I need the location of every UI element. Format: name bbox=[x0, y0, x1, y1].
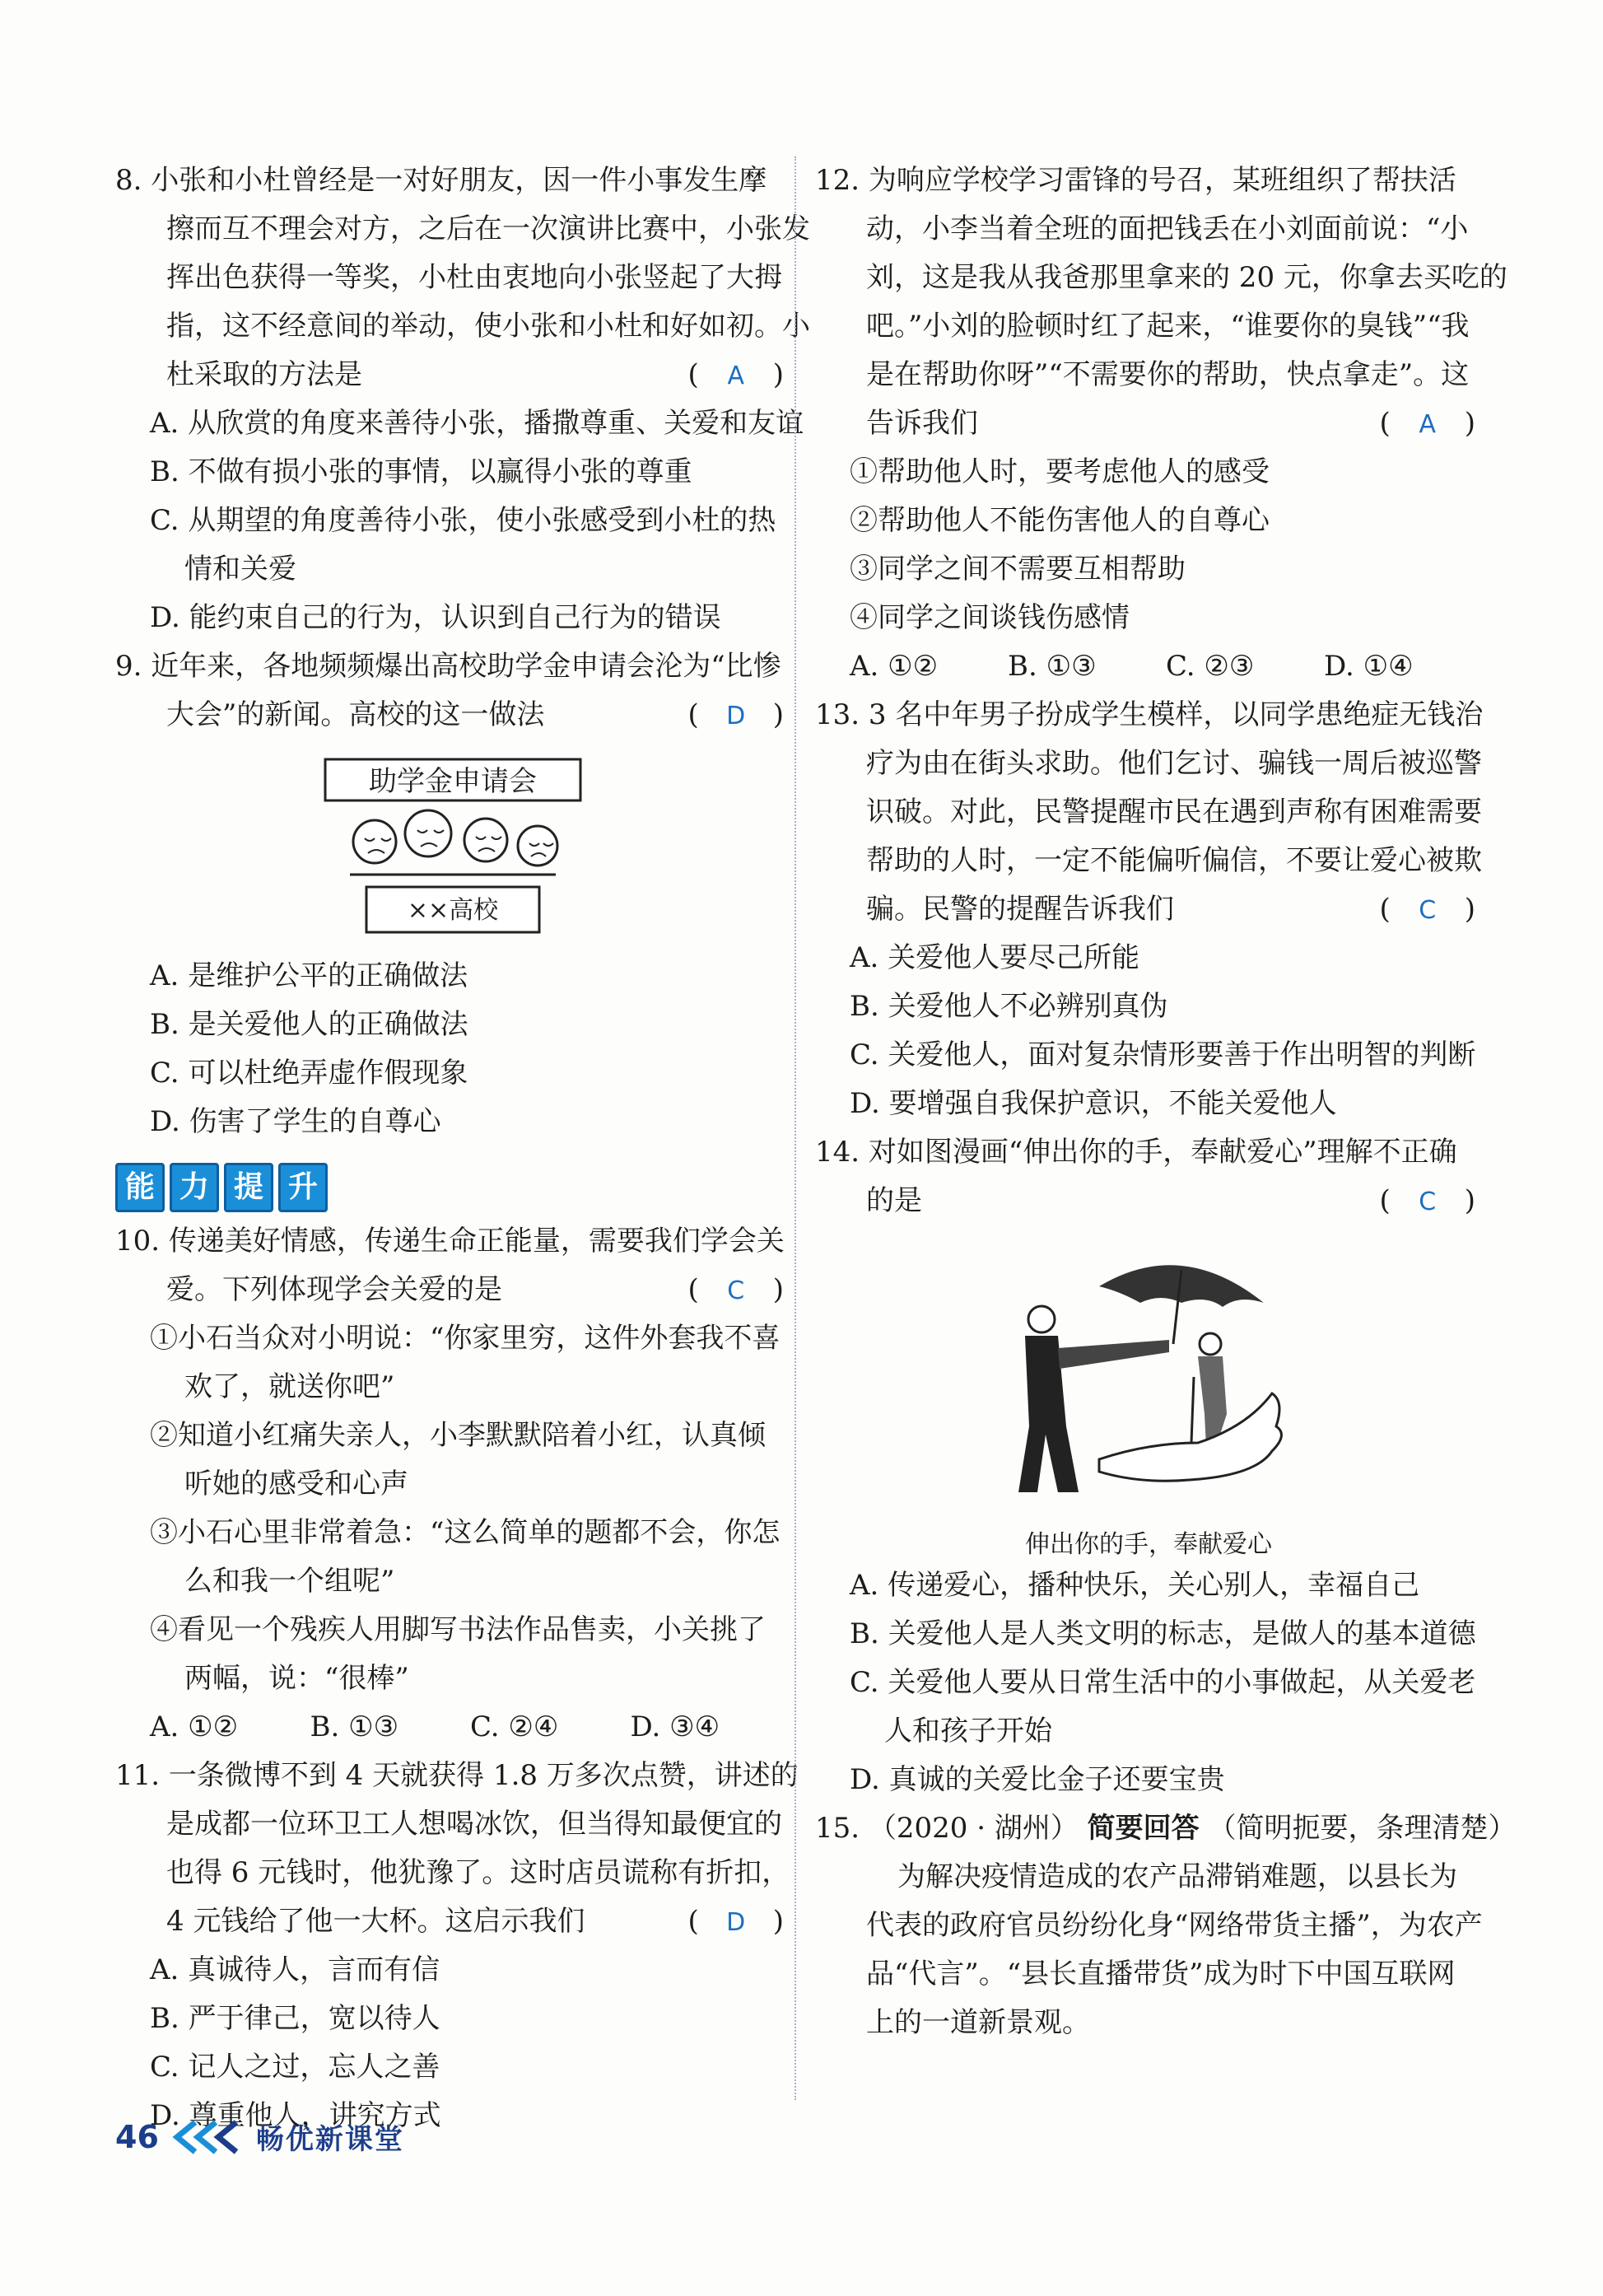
option-continuation: 人和孩子开始 bbox=[884, 1715, 1052, 1748]
option: C. ②④ bbox=[470, 1710, 559, 1743]
column-divider bbox=[795, 156, 796, 2100]
paragraph-line: 上的一道新景观。 bbox=[866, 2006, 1090, 2039]
statement-item: ②知道小红痛失亲人，小李默默陪着小红，认真倾 bbox=[150, 1419, 766, 1452]
question-text: 8. 小张和小杜曾经是一对好朋友，因一件小事发生摩 bbox=[115, 164, 767, 197]
question-text: 告诉我们 bbox=[866, 407, 978, 440]
cartoon-image bbox=[317, 751, 589, 940]
answer-letter: C bbox=[1419, 896, 1437, 925]
statement-item: 两幅，说：“很棒” bbox=[184, 1662, 409, 1695]
answer-bracket: ( C ) bbox=[687, 1266, 784, 1315]
question-text: 也得 6 元钱时，他犹豫了。这时店员谎称有折扣， bbox=[166, 1856, 790, 1889]
option: B. ①③ bbox=[310, 1710, 399, 1743]
question-text: 的是 bbox=[866, 1184, 922, 1217]
question-hint: （简明扼要，条理清楚） bbox=[1208, 1812, 1517, 1845]
option: A. ①② bbox=[850, 650, 939, 683]
option: D. 要增强自我保护意识，不能关爱他人 bbox=[850, 1087, 1337, 1120]
board-text: ××高校 bbox=[407, 896, 499, 925]
cartoon-image bbox=[1000, 1237, 1297, 1509]
question-text: 10. 传递美好情感，传递生命正能量，需要我们学会关 bbox=[115, 1225, 785, 1258]
option-continuation: 情和关爱 bbox=[184, 553, 296, 586]
question-15 bbox=[815, 1804, 1517, 2047]
question-text: 指，这不经意间的举动，使小张和小杜和好如初。小 bbox=[166, 310, 810, 343]
answer-bracket: ( A ) bbox=[1379, 399, 1475, 449]
option: A. 从欣赏的角度来善待小张，播撒尊重、关爱和友谊 bbox=[150, 407, 804, 440]
left-column bbox=[115, 156, 810, 2140]
question-text: 帮助的人时，一定不能偏听偏信，不要让爱心被欺 bbox=[866, 844, 1482, 877]
answer-bracket: ( D ) bbox=[687, 1897, 784, 1947]
option: B. 关爱他人是人类文明的标志，是做人的基本道德 bbox=[850, 1617, 1476, 1650]
question-number: 15. bbox=[815, 1812, 860, 1845]
question-text: 识破。对此，民警提醒市民在遇到声称有困难需要 bbox=[866, 796, 1482, 828]
page-footer bbox=[115, 2116, 404, 2157]
statement-item: 么和我一个组呢” bbox=[184, 1565, 395, 1598]
right-column bbox=[815, 156, 1517, 2047]
answer-letter: C bbox=[727, 1276, 745, 1305]
question-text: 13. 3 名中年男子扮成学生模样，以同学患绝症无钱治 bbox=[815, 698, 1484, 731]
statement-item: ④同学之间谈钱伤感情 bbox=[850, 601, 1130, 634]
statement-item: ②帮助他人不能伤害他人的自尊心 bbox=[850, 504, 1270, 537]
option: C. 从期望的角度善待小张，使小张感受到小杜的热 bbox=[150, 504, 776, 537]
question-12 bbox=[815, 156, 1507, 691]
section-title-char: 升 bbox=[278, 1163, 328, 1212]
page-number: 46 bbox=[115, 2118, 159, 2155]
banner-text: 助学金申请会 bbox=[369, 765, 537, 798]
answer-bracket: ( C ) bbox=[1379, 885, 1475, 935]
answer-letter: A bbox=[727, 362, 744, 390]
question-14 bbox=[815, 1128, 1482, 1804]
figure-caption: 伸出你的手，奉献爱心 bbox=[1025, 1530, 1272, 1559]
option: C. ②③ bbox=[1166, 650, 1255, 683]
statement-item: 欢了，就送你吧” bbox=[184, 1370, 395, 1403]
option: A. 关爱他人要尽己所能 bbox=[850, 941, 1140, 974]
question-11 bbox=[115, 1752, 799, 2140]
statement-item: ①帮助他人时，要考虑他人的感受 bbox=[850, 455, 1270, 488]
option: C. 可以杜绝弄虚作假现象 bbox=[150, 1057, 468, 1090]
question-text: 11. 一条微博不到 4 天就获得 1.8 万多次点赞，讲述的 bbox=[115, 1759, 799, 1792]
question-text: 动，小李当着全班的面把钱丢在小刘面前说：“小 bbox=[866, 212, 1469, 245]
section-title-char: 能 bbox=[115, 1163, 165, 1212]
answer-letter: A bbox=[1419, 410, 1436, 439]
statement-item: ③小石心里非常着急：“这么简单的题都不会，你怎 bbox=[150, 1516, 781, 1549]
options-row bbox=[115, 1703, 790, 1752]
statement-item: 听她的感受和心声 bbox=[184, 1468, 408, 1500]
answer-letter: D bbox=[726, 1908, 746, 1937]
question-text: 爱。下列体现学会关爱的是 bbox=[166, 1273, 502, 1306]
answer-bracket: ( A ) bbox=[687, 351, 784, 400]
option: B. 关爱他人不必辨别真伪 bbox=[850, 990, 1168, 1023]
brand-name: 畅优新课堂 bbox=[255, 2123, 404, 2156]
double-chevron-left-icon bbox=[170, 2119, 245, 2155]
question-text: 4 元钱给了他一大杯。这启示我们 bbox=[166, 1905, 585, 1938]
question-source: （2020 · 湖州） bbox=[868, 1812, 1079, 1845]
question-text: 是在帮助你呀”“不需要你的帮助，快点拿走”。这 bbox=[866, 358, 1470, 391]
question-type: 简要回答 bbox=[1087, 1812, 1200, 1845]
question-9 bbox=[115, 642, 790, 1146]
option: A. 传递爱心，播种快乐，关心别人，幸福自己 bbox=[850, 1569, 1420, 1602]
option: D. 伤害了学生的自尊心 bbox=[150, 1105, 441, 1138]
section-title-char: 提 bbox=[224, 1163, 273, 1212]
section-title-char: 力 bbox=[170, 1163, 219, 1212]
option: A. 真诚待人，言而有信 bbox=[150, 1953, 440, 1986]
option: D. 尊重他人，讲究方式 bbox=[150, 2099, 441, 2132]
option: D. ③④ bbox=[630, 1710, 720, 1743]
option: D. 能约束自己的行为，认识到自己行为的错误 bbox=[150, 601, 721, 634]
option: B. 严于律己，宽以待人 bbox=[150, 2002, 440, 2035]
question-8 bbox=[115, 156, 810, 642]
option: D. 真诚的关爱比金子还要宝贵 bbox=[850, 1763, 1225, 1796]
paragraph-line: 品“代言”。“县长直播带货”成为时下中国互联网 bbox=[866, 1958, 1456, 1990]
option: A. ①② bbox=[150, 1710, 239, 1743]
question-text: 疗为由在街头求助。他们乞讨、骗钱一周后被巡警 bbox=[866, 747, 1482, 780]
statement-item: ③同学之间不需要互相帮助 bbox=[850, 553, 1186, 586]
option: A. 是维护公平的正确做法 bbox=[150, 959, 468, 992]
option: C. 关爱他人，面对复杂情形要善于作出明智的判断 bbox=[850, 1038, 1476, 1071]
question-text: 骗。民警的提醒告诉我们 bbox=[866, 893, 1174, 926]
question-text: 刘，这是我从我爸那里拿来的 20 元，你拿去买吃的 bbox=[866, 261, 1507, 294]
option: C. 记人之过，忘人之善 bbox=[150, 2051, 440, 2084]
option: D. ①④ bbox=[1324, 650, 1414, 683]
options-row bbox=[815, 642, 1482, 691]
question-text: 大会”的新闻。高校的这一做法 bbox=[166, 698, 545, 731]
question-text: 9. 近年来，各地频频爆出高校助学金申请会沦为“比惨 bbox=[115, 650, 781, 683]
cartoon-scholarship-meeting bbox=[115, 751, 790, 940]
question-10 bbox=[115, 1217, 790, 1752]
option: B. 是关爱他人的正确做法 bbox=[150, 1008, 468, 1041]
statement-item: ①小石当众对小明说：“你家里穷，这件外套我不喜 bbox=[150, 1322, 781, 1355]
section-title-ability bbox=[115, 1163, 790, 1212]
question-text: 吧。”小刘的脸顿时红了起来，“谁要你的臭钱”“我 bbox=[866, 310, 1470, 343]
paragraph-line: 为解决疫情造成的农产品滞销难题，以县长为 bbox=[897, 1860, 1457, 1893]
question-text: 是成都一位环卫工人想喝冰饮，但当得知最便宜的 bbox=[166, 1808, 782, 1841]
option: C. 关爱他人要从日常生活中的小事做起，从关爱老 bbox=[850, 1666, 1476, 1699]
question-text: 14. 对如图漫画“伸出你的手，奉献爱心”理解不正确 bbox=[815, 1136, 1457, 1169]
question-text: 挥出色获得一等奖，小杜由衷地向小张竖起了大拇 bbox=[166, 261, 782, 294]
answer-bracket: ( C ) bbox=[1379, 1177, 1475, 1226]
answer-letter: C bbox=[1419, 1188, 1437, 1216]
question-text: 擦而互不理会对方，之后在一次演讲比赛中，小张发 bbox=[166, 212, 810, 245]
question-13 bbox=[815, 691, 1482, 1128]
cartoon-umbrella-hand bbox=[815, 1237, 1482, 1509]
option: B. ①③ bbox=[1008, 650, 1097, 683]
paragraph-line: 代表的政府官员纷纷化身“网络带货主播”，为农产 bbox=[866, 1909, 1483, 1942]
question-text: 12. 为响应学校学习雷锋的号召，某班组织了帮扶活 bbox=[815, 164, 1456, 197]
option: B. 不做有损小张的事情，以赢得小张的尊重 bbox=[150, 455, 692, 488]
question-text: 杜采取的方法是 bbox=[166, 358, 362, 391]
answer-bracket: ( D ) bbox=[687, 691, 784, 740]
statement-item: ④看见一个残疾人用脚写书法作品售卖，小关挑了 bbox=[150, 1613, 766, 1646]
answer-letter: D bbox=[726, 702, 746, 730]
